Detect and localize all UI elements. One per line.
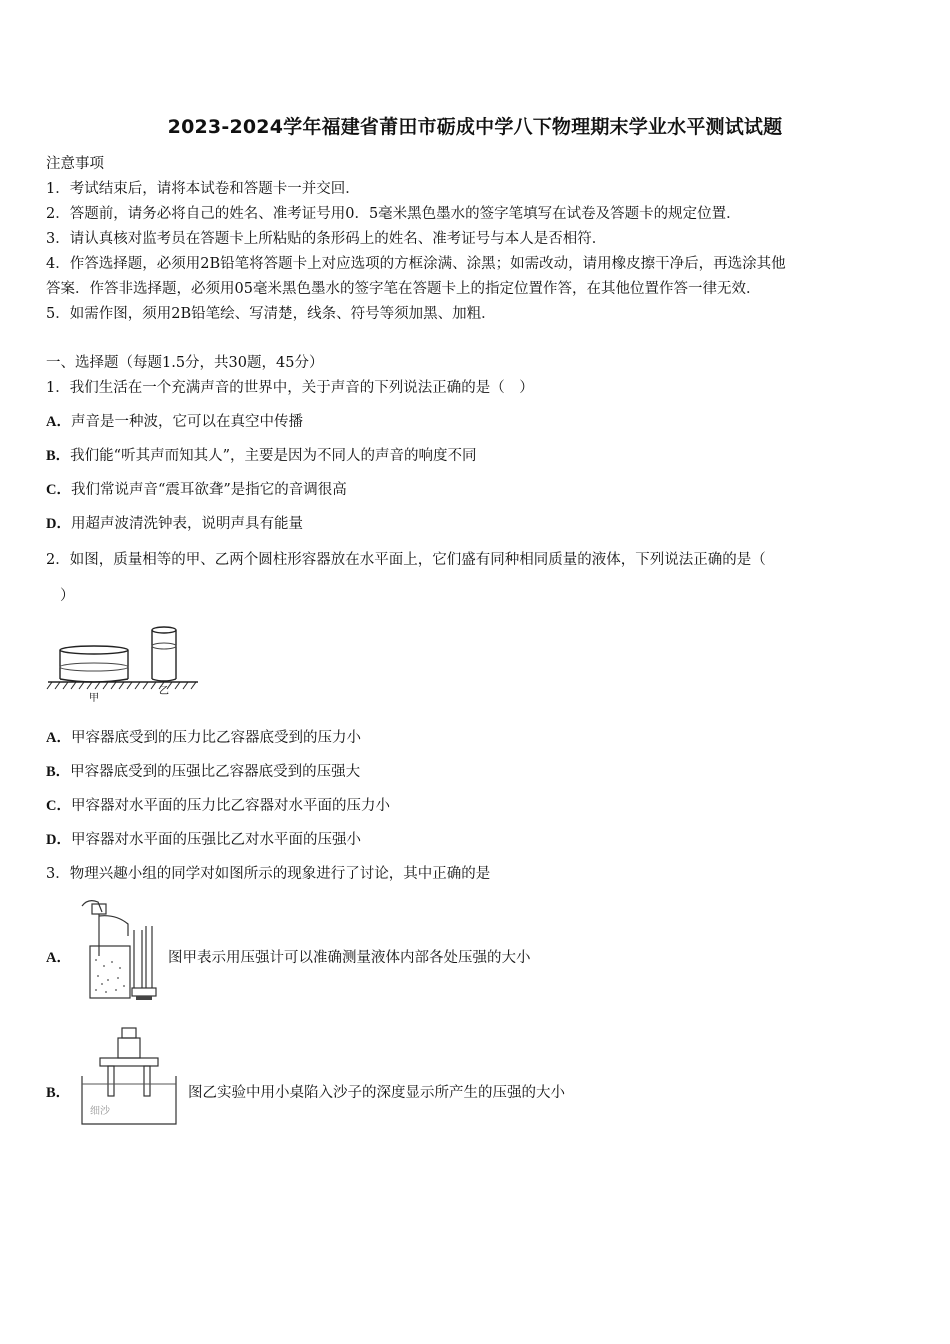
q1-option-d <box>46 512 303 533</box>
note-item: 3．请认真核对监考员在答题卡上所粘贴的条形码上的姓名、准考证号与本人是否相符． <box>46 231 607 247</box>
page-title: 2023-2024学年福建省莆田市砺成中学八下物理期末学业水平测试试题 <box>167 116 783 138</box>
q3-option-b-letter <box>46 1081 70 1102</box>
question-2-stem: 2．如图，质量相等的甲、乙两个圆柱形容器放在水平面上，它们盛有同种相同质量的液体，下列说法正确的是（ <box>46 552 766 568</box>
q1-option-a <box>46 410 303 431</box>
option-letter: B． <box>46 448 71 464</box>
sand-label: 细沙 <box>90 1106 110 1117</box>
notes-heading: 注意事项 <box>46 156 104 172</box>
question-2-stem-cont: ） <box>60 588 75 604</box>
q1-option-c <box>46 478 347 499</box>
section-heading: 一、选择题（每题1.5分，共30题，45分） <box>46 355 324 371</box>
question-3-stem: 3．物理兴趣小组的同学对如图所示的现象进行了讨论，其中正确的是 <box>46 866 491 882</box>
q2-option-a <box>46 726 361 747</box>
q2-option-d <box>46 828 361 849</box>
q1-option-b <box>46 444 477 465</box>
option-letter: B． <box>46 1085 71 1101</box>
label-jia: 甲 <box>89 693 99 704</box>
option-text: 声音是一种波，它可以在真空中传播 <box>70 414 303 430</box>
option-text: 用超声波清洗钟表，说明声具有能量 <box>70 516 303 532</box>
containers-figure <box>46 622 206 704</box>
q2-option-c <box>46 794 390 815</box>
q3-option-a-text: 图甲表示用压强计可以准确测量液体内部各处压强的大小 <box>168 950 531 966</box>
pressure-gauge-figure <box>76 896 162 1004</box>
label-yi: 乙 <box>159 686 169 697</box>
container-yi <box>152 627 176 681</box>
note-item: 2．答题前，请务必将自己的姓名、准考证号用0．5毫米黑色墨水的签字笔填写在试卷及答题卡的规定位置． <box>46 206 741 222</box>
option-text: 甲容器对水平面的压力比乙容器对水平面的压力小 <box>70 798 390 814</box>
table-sand-figure <box>78 1024 182 1130</box>
note-item: 5．如需作图，须用2B铅笔绘、写清楚，线条、符号等须加黑、加粗． <box>46 306 496 322</box>
note-item: 1．考试结束后，请将本试卷和答题卡一并交回． <box>46 181 360 197</box>
container-jia <box>60 646 128 682</box>
option-letter: A． <box>46 950 71 966</box>
note-item: 答案．作答非选择题，必须用05毫米黑色墨水的签字笔在答题卡上的指定位置作答，在其他位置作答一律无效． <box>46 281 761 297</box>
option-letter: B． <box>46 764 71 780</box>
option-text: 我们常说声音“震耳欲聋”是指它的音调很高 <box>70 482 347 498</box>
option-letter: C． <box>46 798 71 814</box>
option-text: 甲容器对水平面的压强比乙对水平面的压强小 <box>70 832 361 848</box>
option-text: 甲容器底受到的压强比乙容器底受到的压强大 <box>70 764 361 780</box>
option-letter: D． <box>46 516 71 532</box>
q3-option-b-text: 图乙实验中用小桌陷入沙子的深度显示所产生的压强的大小 <box>188 1085 565 1101</box>
option-letter: C． <box>46 482 71 498</box>
option-letter: D． <box>46 832 71 848</box>
option-text: 甲容器底受到的压力比乙容器底受到的压力小 <box>70 730 361 746</box>
q3-option-a-letter <box>46 946 71 967</box>
q2-option-b <box>46 760 360 781</box>
note-item: 4．作答选择题，必须用2B铅笔将答题卡上对应选项的方框涂满、涂黑；如需改动，请用橡皮擦干净后，再选涂其他 <box>46 256 786 272</box>
option-letter: A． <box>46 730 71 746</box>
option-letter: A． <box>46 414 71 430</box>
question-1-stem: 1．我们生活在一个充满声音的世界中，关于声音的下列说法正确的是（ ） <box>46 380 534 396</box>
option-text: 我们能“听其声而知其人”，主要是因为不同人的声音的响度不同 <box>70 448 477 464</box>
